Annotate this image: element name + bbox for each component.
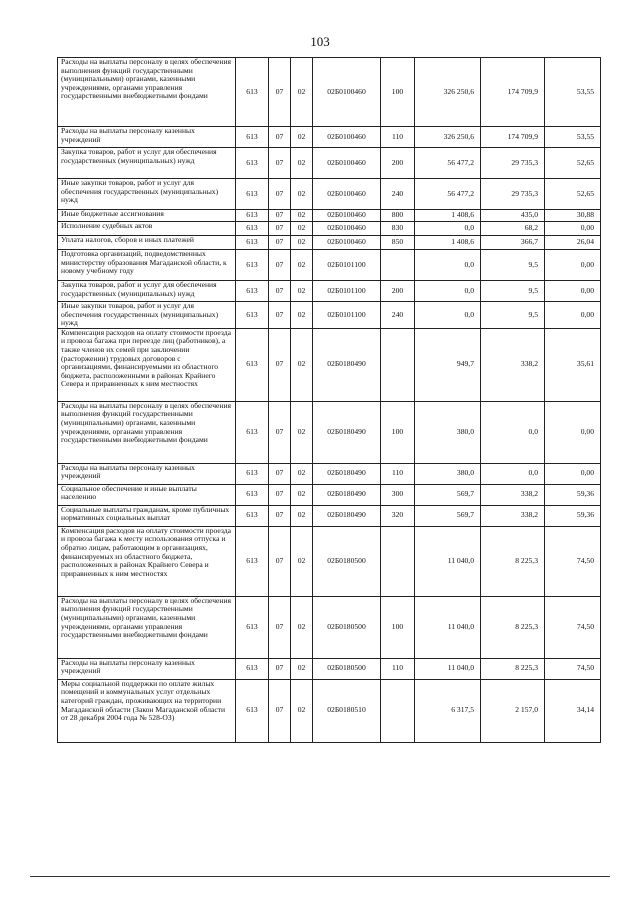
row-planned-amount: 569,7	[415, 505, 481, 526]
row-subsection-code: 02	[291, 505, 313, 526]
row-grbs-code: 613	[236, 58, 269, 127]
row-name: Исполнение судебных актов	[58, 222, 236, 236]
row-expense-type-code: 100	[381, 58, 415, 127]
row-expense-type-code: 100	[381, 401, 415, 463]
row-execution-percent: 53,55	[545, 58, 601, 127]
row-expense-type-code: 200	[381, 148, 415, 179]
row-subsection-code: 02	[291, 679, 313, 742]
row-subsection-code: 02	[291, 179, 313, 210]
row-expense-type-code	[381, 250, 415, 281]
row-planned-amount: 56 477,2	[415, 179, 481, 210]
row-expense-type-code: 240	[381, 179, 415, 210]
row-expense-type-code: 240	[381, 302, 415, 329]
row-execution-percent: 0,00	[545, 281, 601, 302]
row-actual-amount: 366,7	[481, 236, 545, 250]
row-actual-amount: 338,2	[481, 505, 545, 526]
row-grbs-code: 613	[236, 505, 269, 526]
row-grbs-code: 613	[236, 127, 269, 148]
table-row	[58, 463, 601, 484]
table-row	[58, 401, 601, 463]
row-execution-percent: 0,00	[545, 250, 601, 281]
row-name: Социальные выплаты гражданам, кроме публичных нормативных социальных выплат	[58, 505, 236, 526]
row-actual-amount: 338,2	[481, 328, 545, 401]
row-grbs-code: 613	[236, 250, 269, 281]
row-actual-amount: 8 225,3	[481, 658, 545, 679]
row-planned-amount: 56 477,2	[415, 148, 481, 179]
row-execution-percent: 0,00	[545, 463, 601, 484]
row-execution-percent: 0,00	[545, 222, 601, 236]
row-target-article-code: 02Б0101100	[313, 250, 381, 281]
row-actual-amount: 2 157,0	[481, 679, 545, 742]
row-name: Социальное обеспечение и иные выплаты населению	[58, 484, 236, 505]
row-execution-percent: 59,36	[545, 505, 601, 526]
row-expense-type-code: 110	[381, 658, 415, 679]
table-row	[58, 236, 601, 250]
row-subsection-code: 02	[291, 58, 313, 127]
row-target-article-code: 02Б0100460	[313, 127, 381, 148]
table-row	[58, 281, 601, 302]
row-grbs-code: 613	[236, 222, 269, 236]
row-planned-amount: 326 250,6	[415, 127, 481, 148]
row-execution-percent: 0,00	[545, 302, 601, 329]
row-section-code: 07	[269, 236, 291, 250]
row-name: Расходы на выплаты персоналу казенных учреждений	[58, 463, 236, 484]
table-row	[58, 222, 601, 236]
row-subsection-code: 02	[291, 236, 313, 250]
row-target-article-code: 02Б0100460	[313, 58, 381, 127]
row-grbs-code: 613	[236, 401, 269, 463]
budget-table-body	[58, 58, 601, 743]
row-subsection-code: 02	[291, 484, 313, 505]
row-expense-type-code	[381, 679, 415, 742]
row-execution-percent: 53,55	[545, 127, 601, 148]
row-subsection-code: 02	[291, 658, 313, 679]
row-actual-amount: 338,2	[481, 484, 545, 505]
row-planned-amount: 380,0	[415, 401, 481, 463]
row-target-article-code: 02Б0100460	[313, 179, 381, 210]
row-actual-amount: 8 225,3	[481, 596, 545, 658]
row-expense-type-code: 850	[381, 236, 415, 250]
row-grbs-code: 613	[236, 236, 269, 250]
row-actual-amount: 68,2	[481, 222, 545, 236]
row-grbs-code: 613	[236, 596, 269, 658]
row-target-article-code: 02Б0101100	[313, 281, 381, 302]
row-execution-percent: 52,65	[545, 179, 601, 210]
row-grbs-code: 613	[236, 484, 269, 505]
row-planned-amount: 6 317,5	[415, 679, 481, 742]
row-section-code: 07	[269, 679, 291, 742]
row-grbs-code: 613	[236, 463, 269, 484]
row-subsection-code: 02	[291, 210, 313, 222]
row-subsection-code: 02	[291, 463, 313, 484]
row-name: Закупка товаров, работ и услуг для обеспечения государственных (муниципальных) нужд	[58, 148, 236, 179]
row-grbs-code: 613	[236, 328, 269, 401]
row-section-code: 07	[269, 58, 291, 127]
row-actual-amount: 0,0	[481, 401, 545, 463]
row-name: Расходы на выплаты персоналу в целях обеспечения выполнения функций государственными (муниципальными) органами, казенными учреждениями, органами управления государственными внебюджетными фондами	[58, 401, 236, 463]
row-name: Расходы на выплаты персоналу казенных учреждений	[58, 127, 236, 148]
row-actual-amount: 8 225,3	[481, 526, 545, 596]
row-section-code: 07	[269, 463, 291, 484]
row-execution-percent: 35,61	[545, 328, 601, 401]
row-target-article-code: 02Б0100460	[313, 210, 381, 222]
row-section-code: 07	[269, 222, 291, 236]
row-grbs-code: 613	[236, 658, 269, 679]
page-number: 103	[310, 34, 330, 49]
row-execution-percent: 74,50	[545, 596, 601, 658]
row-subsection-code: 02	[291, 222, 313, 236]
budget-table	[57, 57, 601, 743]
row-name: Компенсация расходов на оплату стоимости проезда и провоза багажа к месту использования отпуска и обратно лицам, работающим в организациях, финансируемых из областного бюджета, расположенных в районах Крайнего Севера и приравненных к ним местностях	[58, 526, 236, 596]
row-execution-percent: 74,50	[545, 526, 601, 596]
table-row	[58, 658, 601, 679]
table-row	[58, 179, 601, 210]
row-planned-amount: 0,0	[415, 281, 481, 302]
row-subsection-code: 02	[291, 596, 313, 658]
table-row	[58, 596, 601, 658]
row-target-article-code: 02Б0180500	[313, 658, 381, 679]
table-row	[58, 58, 601, 127]
row-expense-type-code: 200	[381, 281, 415, 302]
row-subsection-code: 02	[291, 281, 313, 302]
row-actual-amount: 0,0	[481, 463, 545, 484]
row-planned-amount: 1 408,6	[415, 210, 481, 222]
row-name: Расходы на выплаты персоналу в целях обеспечения выполнения функций государственными (муниципальными) органами, казенными учреждениями, органами управления государственными внебюджетными фондами	[58, 596, 236, 658]
table-row	[58, 210, 601, 222]
table-row	[58, 127, 601, 148]
row-target-article-code: 02Б0180500	[313, 526, 381, 596]
row-target-article-code: 02Б0180490	[313, 328, 381, 401]
row-section-code: 07	[269, 302, 291, 329]
row-target-article-code: 02Б0180510	[313, 679, 381, 742]
row-section-code: 07	[269, 505, 291, 526]
row-execution-percent: 59,36	[545, 484, 601, 505]
row-grbs-code: 613	[236, 179, 269, 210]
table-row	[58, 679, 601, 742]
row-name: Уплата налогов, сборов и иных платежей	[58, 236, 236, 250]
row-planned-amount: 11 040,0	[415, 658, 481, 679]
row-section-code: 07	[269, 250, 291, 281]
row-execution-percent: 52,65	[545, 148, 601, 179]
row-name: Расходы на выплаты персоналу в целях обеспечения выполнения функций государственными (муниципальными) органами, казенными учреждениями, органами управления государственными внебюджетными фондами	[58, 58, 236, 127]
table-row	[58, 302, 601, 329]
row-section-code: 07	[269, 127, 291, 148]
row-planned-amount: 0,0	[415, 302, 481, 329]
row-target-article-code: 02Б0100460	[313, 222, 381, 236]
table-row	[58, 526, 601, 596]
row-grbs-code: 613	[236, 210, 269, 222]
row-actual-amount: 29 735,3	[481, 179, 545, 210]
row-subsection-code: 02	[291, 526, 313, 596]
row-section-code: 07	[269, 210, 291, 222]
row-planned-amount: 0,0	[415, 222, 481, 236]
row-planned-amount: 1 408,6	[415, 236, 481, 250]
row-grbs-code: 613	[236, 526, 269, 596]
row-subsection-code: 02	[291, 250, 313, 281]
row-subsection-code: 02	[291, 302, 313, 329]
row-target-article-code: 02Б0100460	[313, 236, 381, 250]
row-grbs-code: 613	[236, 148, 269, 179]
row-subsection-code: 02	[291, 328, 313, 401]
row-execution-percent: 26,04	[545, 236, 601, 250]
row-actual-amount: 435,0	[481, 210, 545, 222]
table-row	[58, 250, 601, 281]
row-expense-type-code: 320	[381, 505, 415, 526]
row-grbs-code: 613	[236, 302, 269, 329]
row-planned-amount: 569,7	[415, 484, 481, 505]
row-section-code: 07	[269, 526, 291, 596]
row-target-article-code: 02Б0180490	[313, 484, 381, 505]
row-grbs-code: 613	[236, 281, 269, 302]
row-actual-amount: 9,5	[481, 281, 545, 302]
row-target-article-code: 02Б0100460	[313, 148, 381, 179]
row-name: Закупка товаров, работ и услуг для обеспечения государственных (муниципальных) нужд	[58, 281, 236, 302]
row-planned-amount: 11 040,0	[415, 526, 481, 596]
row-subsection-code: 02	[291, 127, 313, 148]
row-execution-percent: 0,00	[545, 401, 601, 463]
row-actual-amount: 174 709,9	[481, 127, 545, 148]
row-name: Расходы на выплаты персоналу казенных учреждений	[58, 658, 236, 679]
table-row	[58, 148, 601, 179]
row-actual-amount: 174 709,9	[481, 58, 545, 127]
row-actual-amount: 29 735,3	[481, 148, 545, 179]
row-name: Иные закупки товаров, работ и услуг для обеспечения государственных (муниципальных) нужд	[58, 179, 236, 210]
row-name: Подготовка организаций, подведомственных министерству образования Магаданской области, к новому учебному году	[58, 250, 236, 281]
table-row	[58, 505, 601, 526]
table-row	[58, 484, 601, 505]
row-planned-amount: 380,0	[415, 463, 481, 484]
row-grbs-code: 613	[236, 679, 269, 742]
row-execution-percent: 30,88	[545, 210, 601, 222]
row-name: Иные бюджетные ассигнования	[58, 210, 236, 222]
row-expense-type-code: 100	[381, 596, 415, 658]
row-section-code: 07	[269, 596, 291, 658]
row-target-article-code: 02Б0101100	[313, 302, 381, 329]
row-name: Иные закупки товаров, работ и услуг для обеспечения государственных (муниципальных) нужд	[58, 302, 236, 329]
row-planned-amount: 11 040,0	[415, 596, 481, 658]
row-expense-type-code: 300	[381, 484, 415, 505]
row-subsection-code: 02	[291, 401, 313, 463]
row-section-code: 07	[269, 148, 291, 179]
row-subsection-code: 02	[291, 148, 313, 179]
row-planned-amount: 326 250,6	[415, 58, 481, 127]
row-actual-amount: 9,5	[481, 302, 545, 329]
row-execution-percent: 74,50	[545, 658, 601, 679]
row-target-article-code: 02Б0180490	[313, 505, 381, 526]
row-expense-type-code	[381, 526, 415, 596]
row-planned-amount: 0,0	[415, 250, 481, 281]
table-row	[58, 328, 601, 401]
row-actual-amount: 9,5	[481, 250, 545, 281]
row-target-article-code: 02Б0180490	[313, 401, 381, 463]
row-section-code: 07	[269, 328, 291, 401]
row-target-article-code: 02Б0180490	[313, 463, 381, 484]
row-planned-amount: 949,7	[415, 328, 481, 401]
row-execution-percent: 34,14	[545, 679, 601, 742]
row-section-code: 07	[269, 401, 291, 463]
row-expense-type-code: 110	[381, 127, 415, 148]
row-expense-type-code: 800	[381, 210, 415, 222]
footer-divider	[30, 876, 610, 877]
row-section-code: 07	[269, 484, 291, 505]
row-expense-type-code: 830	[381, 222, 415, 236]
row-section-code: 07	[269, 658, 291, 679]
row-name: Компенсация расходов на оплату стоимости проезда и провоза багажа при переезде лиц (работников), а также членов их семей при заключении (расторжении) трудовых договоров с организациями, финансируемыми из областного бюджета, расположенными в районах Крайнего Севера и приравненных к ним местностях	[58, 328, 236, 401]
row-section-code: 07	[269, 179, 291, 210]
row-section-code: 07	[269, 281, 291, 302]
row-expense-type-code: 110	[381, 463, 415, 484]
row-target-article-code: 02Б0180500	[313, 596, 381, 658]
row-expense-type-code	[381, 328, 415, 401]
row-name: Меры социальной поддержки по оплате жилых помещений и коммунальных услуг отдельных категорий граждан, проживающих на территории Магаданской области (Закон Магаданской области от 28 декабря 2004 года № 528-ОЗ)	[58, 679, 236, 742]
